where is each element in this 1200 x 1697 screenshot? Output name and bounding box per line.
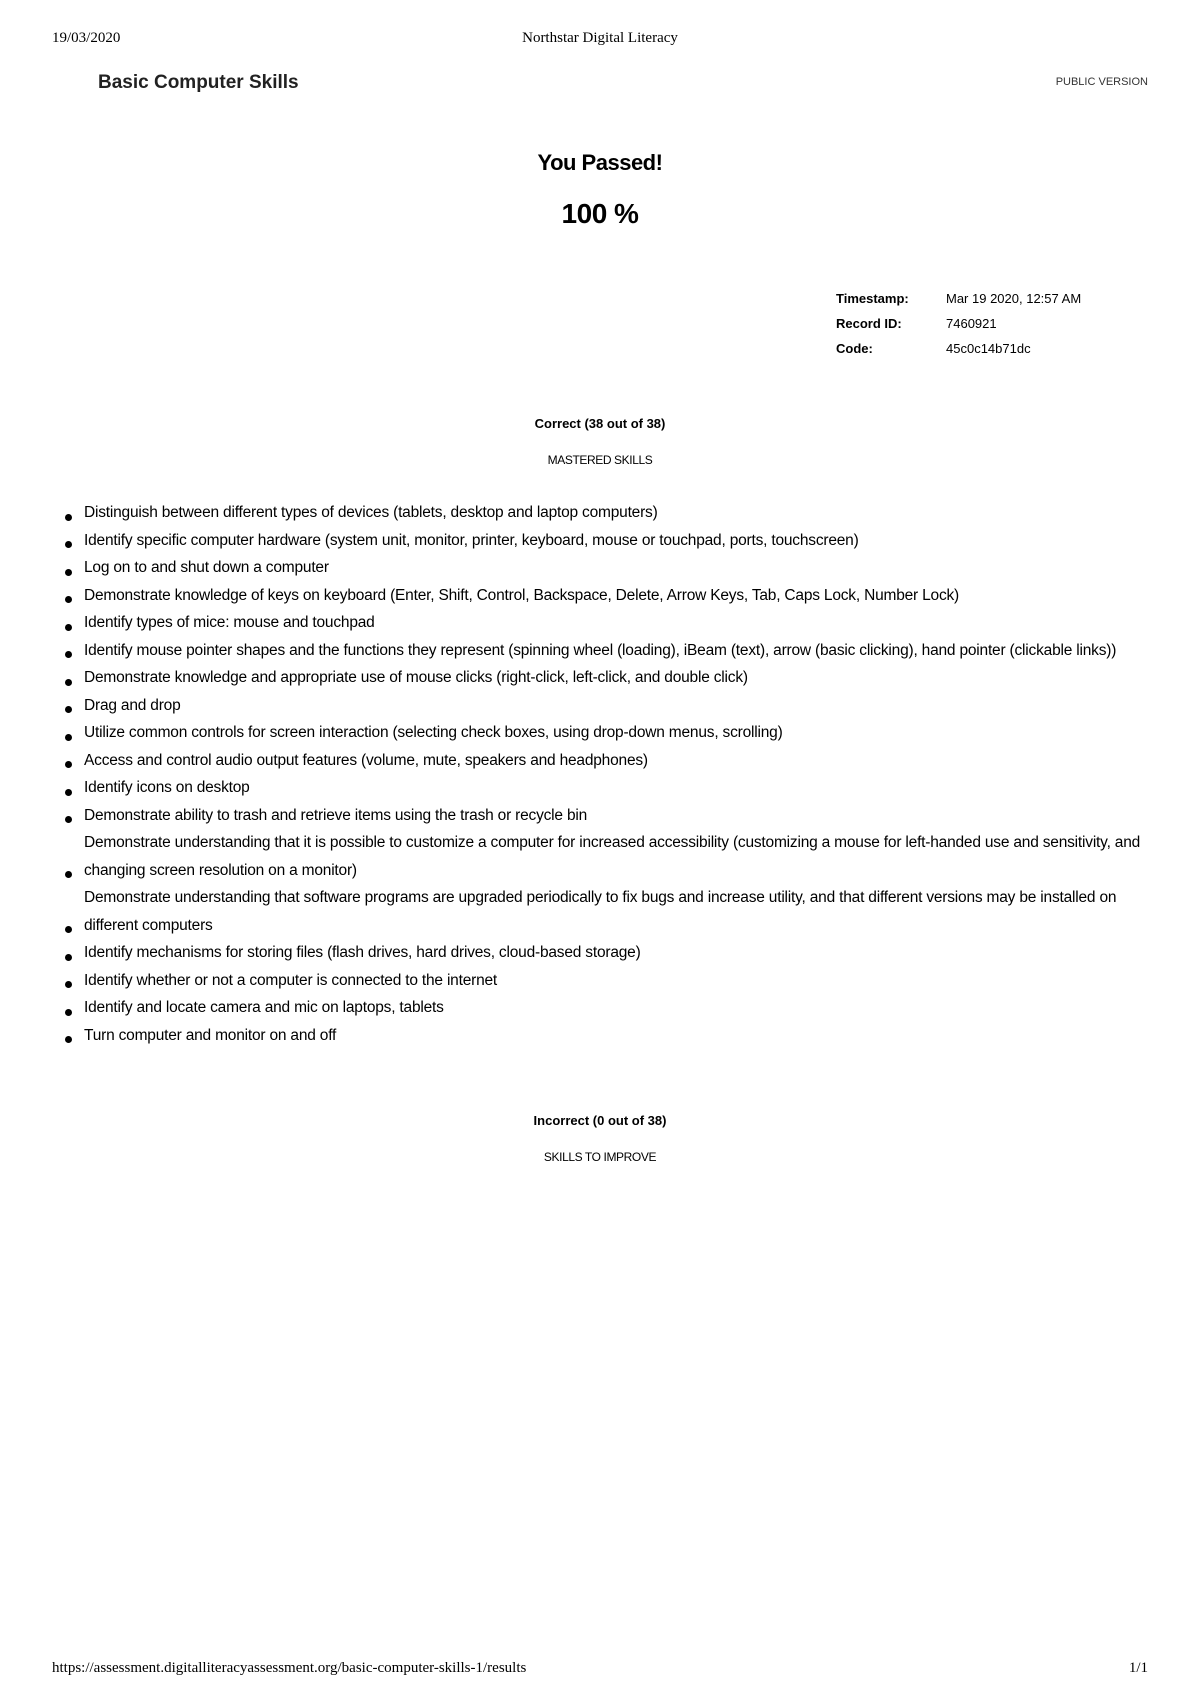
- result-heading: You Passed!: [537, 150, 663, 175]
- bullet-icon: [65, 816, 72, 823]
- bullet-icon: [65, 569, 72, 576]
- skill-item: [84, 1022, 1144, 1050]
- print-footer: [52, 1660, 1148, 1682]
- skill-text: Drag and drop: [84, 696, 181, 714]
- bullet-icon: [65, 1036, 72, 1043]
- skill-item: [84, 994, 1144, 1022]
- skill-item: [84, 802, 1144, 830]
- skill-item: [84, 582, 1144, 610]
- score-percent: 100 %: [561, 198, 639, 229]
- bullet-icon: [65, 541, 72, 548]
- print-header: [52, 30, 1148, 52]
- bullet-icon: [65, 1009, 72, 1016]
- skill-item: [84, 967, 1144, 995]
- bullet-icon: [65, 789, 72, 796]
- skill-text: Demonstrate ability to trash and retrieve items using the trash or recycle bin: [84, 806, 588, 824]
- bullet-icon: [65, 651, 72, 658]
- skill-item: [84, 609, 1144, 637]
- record-details: [836, 286, 1081, 361]
- timestamp-value: Mar 19 2020, 12:57 AM: [946, 291, 1082, 306]
- record-id-label: Record ID:: [836, 316, 902, 331]
- skill-item: [84, 554, 1144, 582]
- skill-text: Demonstrate understanding that software programs are upgraded periodically to fix bugs and increase utility, and that different versions may be installed on different computers: [84, 889, 1117, 934]
- skill-item: [84, 637, 1144, 665]
- skill-item: [84, 829, 1144, 884]
- bullet-icon: [65, 514, 72, 521]
- code-label: Code:: [836, 341, 873, 356]
- bullet-icon: [65, 981, 72, 988]
- skill-text: Demonstrate understanding that it is possible to customize a computer for increased accessibility (customizing a mouse for left-handed use and sensitivity, and changing screen resolution on a monitor): [84, 834, 1141, 879]
- skill-text: Demonstrate knowledge of keys on keyboard (Enter, Shift, Control, Backspace, Delete, Arrow Keys, Tab, Caps Lock, Number Lock): [84, 586, 960, 604]
- skill-item: [84, 939, 1144, 967]
- bullet-icon: [65, 734, 72, 741]
- skill-text: Identify mechanisms for storing files (flash drives, hard drives, cloud-based storage): [84, 944, 641, 961]
- bullet-icon: [65, 954, 72, 961]
- print-site-title: Northstar Digital Literacy: [522, 30, 678, 46]
- mastered-skills-heading: MASTERED SKILLS: [547, 453, 653, 467]
- skill-item: [84, 664, 1144, 692]
- skill-item: [84, 719, 1144, 747]
- skill-item: [84, 747, 1144, 775]
- record-id-row: [836, 311, 1081, 336]
- incorrect-heading: Incorrect (0 out of 38): [533, 1113, 667, 1128]
- page-title: Basic Computer Skills: [98, 72, 299, 93]
- skill-text: Turn computer and monitor on and off: [84, 1026, 337, 1044]
- code-value: 45c0c14b71dc: [946, 341, 1031, 356]
- bullet-icon: [65, 871, 72, 878]
- bullet-icon: [65, 596, 72, 603]
- skill-text: Distinguish between different types of devices (tablets, desktop and laptop computers): [84, 504, 658, 521]
- page-number: 1/1: [1128, 1660, 1148, 1676]
- skill-text: Identify types of mice: mouse and touchpad: [84, 614, 375, 631]
- skill-text: Utilize common controls for screen interaction (selecting check boxes, using drop-down menus, scrolling): [84, 724, 783, 741]
- skill-text: Demonstrate knowledge and appropriate use of mouse clicks (right-click, left-click, and double click): [84, 669, 748, 686]
- skill-text: Identify mouse pointer shapes and the functions they represent (spinning wheel (loading), iBeam (text), arrow (basic clicking), hand pointer (clickable links)): [84, 641, 1117, 659]
- skill-item: [84, 499, 1144, 527]
- skill-item: [84, 774, 1144, 802]
- bullet-icon: [65, 761, 72, 768]
- skill-item: [84, 692, 1144, 720]
- code-row: [836, 336, 1081, 361]
- document-header: [98, 72, 1148, 98]
- skill-text: Identify icons on desktop: [84, 779, 250, 796]
- skill-text: Log on to and shut down a computer: [84, 559, 329, 576]
- mastered-skills-list: [84, 499, 1144, 1049]
- skill-text: Access and control audio output features (volume, mute, speakers and headphones): [84, 751, 648, 769]
- skill-text: Identify whether or not a computer is connected to the internet: [84, 971, 498, 989]
- skill-text: Identify and locate camera and mic on laptops, tablets: [84, 999, 444, 1016]
- record-id-value: 7460921: [946, 316, 997, 331]
- timestamp-label: Timestamp:: [836, 291, 909, 306]
- print-url: https://assessment.digitalliteracyassessment.org/basic-computer-skills-1/results: [52, 1660, 527, 1676]
- correct-heading: Correct (38 out of 38): [534, 416, 666, 431]
- skill-text: Identify specific computer hardware (system unit, monitor, printer, keyboard, mouse or touchpad, ports, touchscreen): [84, 531, 859, 549]
- skills-to-improve-heading: SKILLS TO IMPROVE: [543, 1150, 657, 1164]
- bullet-icon: [65, 926, 72, 933]
- skill-item: [84, 884, 1144, 939]
- version-label: PUBLIC VERSION: [1055, 76, 1148, 88]
- timestamp-row: [836, 286, 1081, 311]
- bullet-icon: [65, 624, 72, 631]
- bullet-icon: [65, 679, 72, 686]
- bullet-icon: [65, 706, 72, 713]
- skill-item: [84, 527, 1144, 555]
- print-date: 19/03/2020: [52, 30, 121, 46]
